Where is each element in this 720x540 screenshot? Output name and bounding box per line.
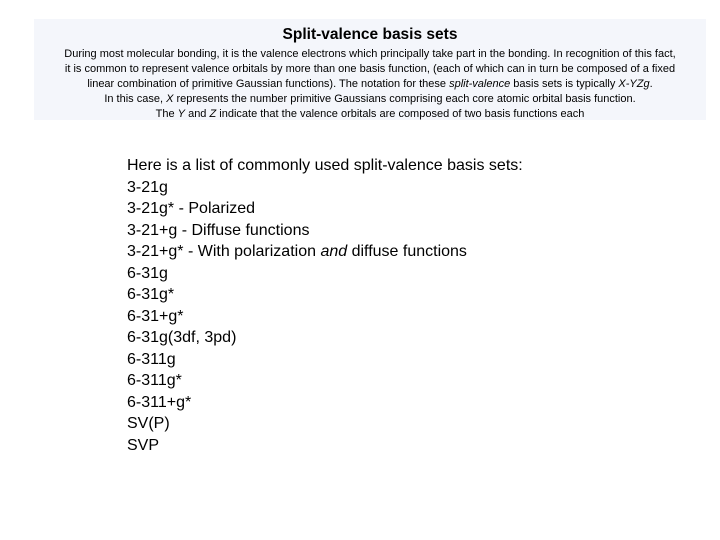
term-split-valence: split-valence bbox=[449, 78, 511, 90]
list-item: 6-31g* bbox=[127, 286, 175, 303]
symbol-y: Y bbox=[177, 108, 186, 120]
list-item: SVP bbox=[127, 436, 160, 454]
list-item-text-end: diffuse functions bbox=[347, 243, 467, 260]
intro-line-5 bbox=[34, 107, 706, 122]
list-item: 6-31+g* bbox=[127, 307, 184, 325]
notation-xyzg: X-YZg bbox=[618, 78, 650, 90]
list-item: 6-311+g* bbox=[127, 393, 192, 411]
list-item: 3-21+g - Diffuse functions bbox=[127, 221, 310, 239]
intro-line-4-end: represents the number primitive Gaussians comprising each core atomic orbital basis function. bbox=[173, 93, 636, 105]
page-title: Split-valence basis sets bbox=[282, 26, 458, 43]
header-panel bbox=[34, 19, 706, 120]
intro-line-4-text: In this case, bbox=[104, 93, 167, 105]
intro-line-3-end: . bbox=[649, 78, 653, 90]
intro-line-3-text: linear combination of primitive Gaussian functions). The notation for these bbox=[87, 78, 450, 90]
intro-line-5-mid: and bbox=[185, 108, 210, 120]
list-item: 6-311g* bbox=[127, 372, 182, 389]
intro-line-5-text: The bbox=[155, 108, 178, 120]
basis-set-list bbox=[127, 155, 523, 456]
list-item: 3-21g* - Polarized bbox=[127, 200, 256, 217]
list-item: SV(P) bbox=[127, 415, 170, 432]
list-item: 6-311g bbox=[127, 350, 176, 368]
symbol-z: Z bbox=[209, 108, 217, 120]
list-intro: Here is a list of commonly used split-valence basis sets: bbox=[127, 157, 523, 174]
list-item-text: 3-21+g* - With polarization bbox=[127, 243, 321, 260]
intro-line-4 bbox=[34, 92, 706, 107]
intro-line-3 bbox=[34, 77, 706, 92]
list-item bbox=[127, 241, 523, 263]
intro-line-5-end: indicate that the valence orbitals are composed of two basis functions each bbox=[216, 108, 585, 120]
list-item: 6-31g(3df, 3pd) bbox=[127, 329, 237, 346]
intro-line-1: During most molecular bonding, it is the valence electrons which principally take part in the bonding. In recognition of this fact, bbox=[64, 48, 676, 60]
symbol-x: X bbox=[166, 93, 174, 105]
intro-line-2: it is common to represent valence orbitals by more than one basis function, (each of which can in turn be composed of a fixed bbox=[64, 63, 676, 75]
list-item-emphasis: and bbox=[320, 243, 348, 260]
list-item: 6-31g bbox=[127, 264, 168, 282]
intro-paragraph bbox=[34, 47, 706, 122]
list-item: 3-21g bbox=[127, 178, 168, 196]
intro-line-3-mid: basis sets is typically bbox=[510, 78, 619, 90]
